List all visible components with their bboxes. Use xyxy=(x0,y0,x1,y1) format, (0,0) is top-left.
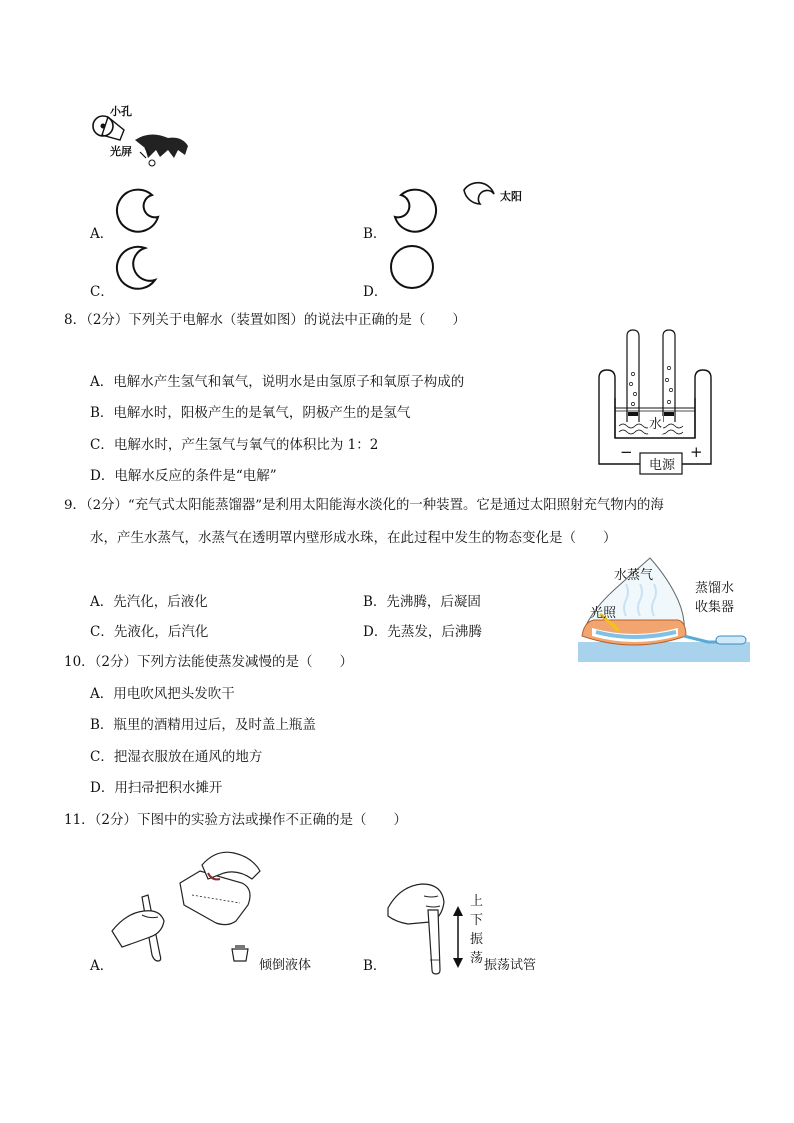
caption-pour: 倾倒液体 xyxy=(259,958,312,973)
pinhole-figure xyxy=(90,100,200,170)
q7-option-d[interactable]: D． xyxy=(363,284,388,300)
q7-shape-c xyxy=(115,243,165,293)
q10-option-a[interactable]: A．用电吹风把头发吹干 xyxy=(90,686,235,702)
caption-shake: 振荡试管 xyxy=(484,958,537,973)
q11-stem: 11．（2分）下图中的实验方法或操作不正确的是（ ） xyxy=(64,812,408,828)
q7-option-a[interactable]: A． xyxy=(90,226,114,242)
q7-option-b[interactable]: B． xyxy=(363,226,387,242)
label-power: 电源 xyxy=(649,458,676,473)
q9-stem-line2: 水，产生水蒸气，水蒸气在透明罩内壁形成水珠，在此过程中发生的物态变化是（ ） xyxy=(90,530,617,546)
q10-option-c[interactable]: C．把湿衣服放在通风的地方 xyxy=(90,749,263,765)
label-hole: 小孔 xyxy=(110,105,132,118)
caption-down: 下 xyxy=(470,913,484,928)
q9-option-c[interactable]: C．先液化，后汽化 xyxy=(90,624,209,640)
q10-option-b[interactable]: B．瓶里的酒精用过后，及时盖上瓶盖 xyxy=(90,717,316,733)
label-light: 光照 xyxy=(590,606,617,621)
q11-option-a[interactable]: A． xyxy=(90,958,114,974)
q8-stem: 8．（2分）下列关于电解水（装置如图）的说法中正确的是（ ） xyxy=(64,312,466,328)
q7-shape-b xyxy=(388,185,438,235)
caption-dang: 荡 xyxy=(470,951,484,966)
q8-option-a[interactable]: A．电解水产生氢气和氧气，说明水是由氢原子和氧原子构成的 xyxy=(90,374,465,390)
q8-option-b[interactable]: B．电解水时，阳极产生的是氧气，阴极产生的是氢气 xyxy=(90,405,411,421)
shake-tube-figure xyxy=(388,880,468,975)
label-minus: − xyxy=(620,443,633,461)
label-collector-2: 收集器 xyxy=(695,600,735,615)
label-sun: 太阳 xyxy=(500,190,522,203)
q10-stem: 10．（2分）下列方法能使蒸发减慢的是（ ） xyxy=(64,654,354,670)
label-collector-1: 蒸馏水 xyxy=(695,581,735,596)
caption-up: 上 xyxy=(470,894,484,909)
pour-liquid-figure xyxy=(112,843,272,968)
label-vapor: 水蒸气 xyxy=(614,568,654,583)
label-screen: 光屏 xyxy=(110,145,132,158)
q9-option-a[interactable]: A．先汽化，后液化 xyxy=(90,594,208,610)
q7-option-c[interactable]: C． xyxy=(90,284,114,300)
q9-option-d[interactable]: D．先蒸发，后沸腾 xyxy=(363,624,482,640)
q11-option-b[interactable]: B． xyxy=(363,958,387,974)
q10-option-d[interactable]: D．用扫帚把积水摊开 xyxy=(90,780,223,796)
q7-shape-d xyxy=(388,243,438,293)
label-water: 水 xyxy=(649,417,663,432)
q7-shape-a xyxy=(115,185,165,235)
q9-stem-line1: 9．（2分）“充气式太阳能蒸馏器”是利用太阳能海水淡化的一种装置。它是通过太阳照射充气物内的海 xyxy=(64,498,664,513)
label-plus: + xyxy=(690,443,703,461)
q9-option-b[interactable]: B．先沸腾，后凝固 xyxy=(363,594,481,610)
caption-zhen: 振 xyxy=(470,932,484,947)
sun-shape xyxy=(458,180,498,215)
q8-option-d[interactable]: D．电解水反应的条件是“电解” xyxy=(90,468,277,484)
q8-option-c[interactable]: C．电解水时，产生氢气与氧气的体积比为 1：2 xyxy=(90,437,379,453)
